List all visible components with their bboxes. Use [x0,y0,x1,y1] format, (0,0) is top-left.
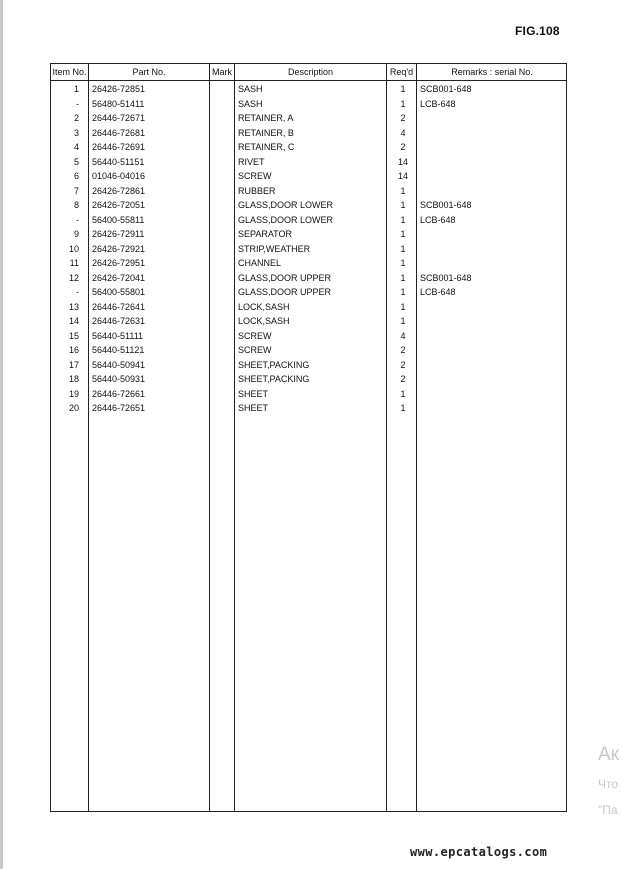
reqd-cell: 2 [400,142,406,152]
table-row [51,343,566,358]
table-row [51,169,566,184]
reqd-cell: 1 [400,272,406,283]
reqd-cell: 1 [400,301,406,312]
reqd-cell: 1 [400,84,406,94]
part-no-cell: 56400-55801 [92,287,146,297]
header-reqd: Req'd [389,67,414,77]
description-cell: SCREW [238,330,272,341]
reqd-cell: 14 [397,171,408,181]
table-row [51,82,566,97]
remarks-cell [420,314,560,329]
description-cell: SHEET [238,403,269,413]
part-no-cell: 26426-72851 [92,84,146,94]
item-no-cell: 10 [68,243,79,254]
item-no-cell: 16 [68,345,79,355]
description-cell: STRIP,WEATHER [238,243,311,254]
item-no-cell: 2 [73,113,79,123]
reqd-cell: 1 [400,403,406,413]
part-no-cell: 26426-72951 [92,258,146,268]
table-header [51,64,566,81]
table-row [51,111,566,126]
description-cell: RIVET [238,156,265,167]
item-no-cell: 15 [68,330,79,341]
reqd-cell: 1 [400,98,406,109]
table-row [51,314,566,329]
description-cell: RETAINER, B [238,127,294,138]
table-row [51,285,566,300]
part-no-cell: 26426-72041 [92,272,146,283]
item-no-cell: 8 [73,200,79,210]
header-item-no: Item No. [52,67,87,77]
reqd-cell: 1 [400,200,406,210]
description-cell: SCREW [238,345,272,355]
description-cell: CHANNEL [238,258,282,268]
table-row [51,213,566,228]
item-no-cell: 18 [68,374,79,384]
item-no-cell: 6 [73,171,79,181]
description-cell: GLASS,DOOR UPPER [238,287,332,297]
part-no-cell: 01046-04016 [92,171,146,181]
description-cell: SEPARATOR [238,229,293,239]
description-cell: GLASS,DOOR LOWER [238,200,334,210]
watermark-url: www.epcatalogs.com [410,845,548,859]
remarks-cell [420,372,560,387]
item-no-cell: 14 [68,316,79,326]
item-no-cell: 20 [68,403,79,413]
reqd-cell: 1 [400,258,406,268]
reqd-cell: 4 [400,330,406,341]
description-cell: SHEET,PACKING [238,374,310,384]
table-row [51,372,566,387]
reqd-cell: 2 [400,359,406,370]
page-edge [0,0,3,869]
description-cell: SHEET [238,388,269,399]
item-no-cell: - [76,287,79,297]
parts-table [50,63,567,812]
remarks-cell [420,358,560,373]
overlay-text-1: Ак [598,744,619,765]
remarks-cell: LCB-648 [420,214,456,225]
description-cell: SASH [238,84,263,94]
table-body [51,82,566,416]
reqd-cell: 1 [400,287,406,297]
remarks-cell [420,401,560,416]
part-no-cell: 26426-72911 [92,229,145,239]
part-no-cell: 56440-51111 [92,330,144,341]
table-row [51,401,566,416]
remarks-cell [420,111,560,126]
item-no-cell: - [76,214,79,225]
part-no-cell: 26426-72921 [92,243,146,254]
description-cell: RETAINER, A [238,113,294,123]
item-no-cell: 11 [69,258,79,268]
figure-title: FIG.108 [515,24,560,38]
reqd-cell: 1 [400,388,406,399]
table-row [51,140,566,155]
part-no-cell: 56440-51151 [92,156,145,167]
header-remarks: Remarks : serial No. [451,67,533,77]
description-cell: RUBBER [238,185,276,196]
table-row [51,358,566,373]
table-row [51,387,566,402]
table-row [51,256,566,271]
overlay-text-3: "Па [598,803,618,817]
part-no-cell: 26426-72051 [92,200,146,210]
remarks-cell: SCB001-648 [420,84,472,94]
table-row [51,329,566,344]
part-no-cell: 26426-72861 [92,185,146,196]
table-row [51,155,566,170]
table-row [51,271,566,286]
item-no-cell: 4 [73,142,79,152]
description-cell: LOCK,SASH [238,316,290,326]
remarks-cell [420,300,560,315]
item-no-cell: 1 [73,84,79,94]
description-cell: RETAINER, C [238,142,295,152]
part-no-cell: 26446-72641 [92,301,146,312]
remarks-cell [420,242,560,257]
item-no-cell: - [76,98,79,109]
part-no-cell: 56400-55811 [92,214,145,225]
reqd-cell: 1 [400,185,406,196]
table-row [51,126,566,141]
reqd-cell: 1 [400,229,406,239]
header-mark: Mark [212,67,232,77]
remarks-cell [420,140,560,155]
overlay-text-2: Что [598,777,619,791]
table-row [51,300,566,315]
remarks-cell [420,343,560,358]
remarks-cell [420,387,560,402]
item-no-cell: 17 [68,359,79,370]
header-description: Description [287,67,334,77]
reqd-cell: 2 [400,374,406,384]
item-no-cell: 7 [73,185,79,196]
part-no-cell: 56440-50941 [92,359,146,370]
description-cell: LOCK,SASH [238,301,290,312]
item-no-cell: 9 [73,229,79,239]
remarks-cell [420,155,560,170]
reqd-cell: 1 [400,316,406,326]
item-no-cell: 13 [68,301,79,312]
part-no-cell: 26446-72651 [92,403,146,413]
remarks-cell [420,126,560,141]
description-cell: GLASS,DOOR LOWER [238,214,334,225]
part-no-cell: 56440-50931 [92,374,146,384]
reqd-cell: 2 [400,345,406,355]
description-cell: SASH [238,98,263,109]
reqd-cell: 2 [400,113,406,123]
part-no-cell: 26446-72691 [92,142,146,152]
part-no-cell: 56480-51411 [92,98,145,109]
remarks-cell: SCB001-648 [420,200,472,210]
remarks-cell: LCB-648 [420,98,456,109]
remarks-cell [420,227,560,242]
item-no-cell: 19 [68,388,79,399]
part-no-cell: 26446-72661 [92,388,146,399]
description-cell: SHEET,PACKING [238,359,310,370]
table-row [51,227,566,242]
part-no-cell: 26446-72681 [92,127,146,138]
part-no-cell: 26446-72671 [92,113,146,123]
part-no-cell: 56440-51121 [92,345,145,355]
item-no-cell: 12 [68,272,79,283]
remarks-cell [420,256,560,271]
table-row [51,198,566,213]
header-part-no: Part No. [132,67,166,77]
reqd-cell: 1 [400,243,406,254]
reqd-cell: 14 [397,156,408,167]
reqd-cell: 4 [400,127,406,138]
remarks-cell [420,329,560,344]
remarks-cell [420,169,560,184]
part-no-cell: 26446-72631 [92,316,146,326]
item-no-cell: 3 [73,127,79,138]
item-no-cell: 5 [73,156,79,167]
reqd-cell: 1 [400,214,406,225]
remarks-cell [420,184,560,199]
table-row [51,184,566,199]
description-cell: SCREW [238,171,272,181]
table-row [51,242,566,257]
remarks-cell: SCB001-648 [420,272,472,283]
remarks-cell: LCB-648 [420,287,456,297]
table-row [51,97,566,112]
description-cell: GLASS,DOOR UPPER [238,272,332,283]
